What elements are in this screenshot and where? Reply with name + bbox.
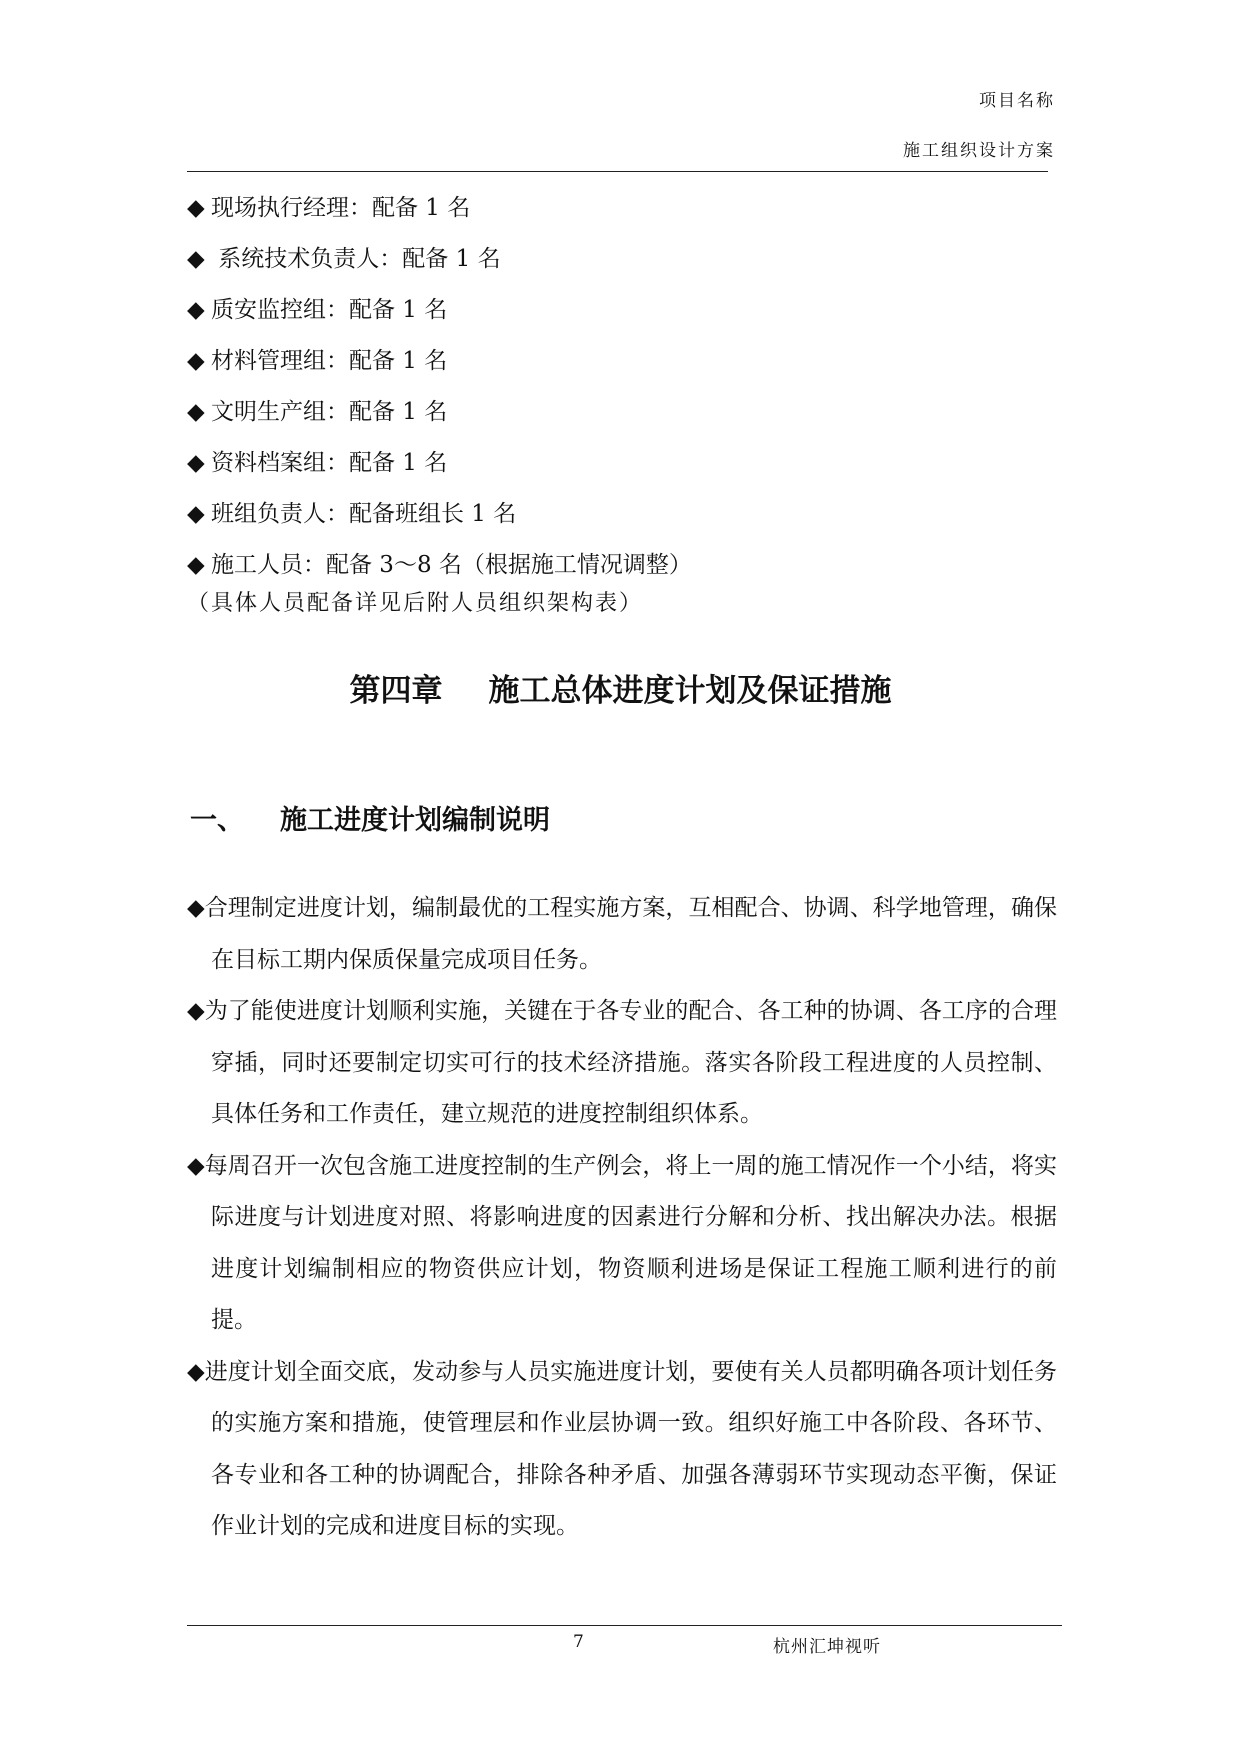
staff-item-text: 班组负责人：配备班组长 1 名 [211,501,517,527]
footer-divider [187,1625,1062,1626]
staff-item-text: 资料档案组：配备 1 名 [211,450,448,476]
header-doc-title: 施工组织设计方案 [903,141,1055,161]
paragraph-text: 进度计划全面交底，发动参与人员实施进度计划，要使有关人员都明确各项计划任务的实施方案和措施，使管理层和作业层协调一致。组织好施工中各阶段、各环节、各专业和各工种的协调配合，排除各种矛盾、加强各薄弱环节实现动态平衡，保证作业计划的完成和进度目标的实现。 [204,1358,1057,1539]
section-title: 施工进度计划编制说明 [280,805,550,836]
staff-item-text: 文明生产组：配备 1 名 [211,399,448,425]
section-number: 一、 [190,805,244,836]
diamond-bullet-icon: ◆ [187,450,205,476]
diamond-bullet-icon: ◆ [187,895,205,921]
diamond-bullet-icon: ◆ [187,297,205,323]
staff-item-text: 质安监控组：配备 1 名 [211,297,448,323]
bullet-paragraph [187,1347,1057,1553]
staff-note: （具体人员配备详见后附人员组织架构表） [187,591,644,616]
diamond-bullet-icon: ◆ [187,552,205,578]
diamond-bullet-icon: ◆ [187,195,205,221]
staff-item-text: 系统技术负责人：配备 1 名 [211,246,501,272]
section-heading [190,798,550,837]
bullet-paragraph [187,986,1057,1141]
staff-item-text: 现场执行经理：配备 1 名 [211,195,471,221]
body-paragraphs [187,883,1057,1553]
header-project-name: 项目名称 [979,91,1055,111]
staff-item [187,438,1067,489]
staff-item-text: 施工人员：配备 3～8 名（根据施工情况调整） [211,552,692,578]
bullet-paragraph [187,883,1057,986]
staff-item [187,285,1067,336]
staff-item [187,336,1067,387]
bullet-paragraph [187,1141,1057,1347]
paragraph-text: 为了能使进度计划顺利实施，关键在于各专业的配合、各工种的协调、各工序的合理穿插，同时还要制定切实可行的技术经济措施。落实各阶段工程进度的人员控制、具体任务和工作责任，建立规范的进度控制组织体系。 [204,998,1057,1127]
staff-item-text: 材料管理组：配备 1 名 [211,348,448,374]
page-number: 7 [573,1632,584,1652]
footer-company: 杭州汇坤视听 [773,1637,881,1657]
chapter-title: 施工总体进度计划及保证措施 [488,673,892,709]
paragraph-text: 每周召开一次包含施工进度控制的生产例会，将上一周的施工情况作一个小结，将实际进度与计划进度对照、将影响进度的因素进行分解和分析、找出解决办法。根据进度计划编制相应的物资供应计划，物资顺利进场是保证工程施工顺利进行的前提。 [204,1152,1057,1333]
chapter-heading [0,665,1241,710]
staff-list [187,183,1067,591]
chapter-number: 第四章 [349,673,443,709]
header-divider [187,171,1048,172]
diamond-bullet-icon: ◆ [187,1358,205,1385]
diamond-bullet-icon: ◆ [187,399,205,425]
diamond-bullet-icon: ◆ [187,246,205,272]
diamond-bullet-icon: ◆ [187,998,205,1024]
staff-item [187,234,1067,285]
diamond-bullet-icon: ◆ [187,1152,205,1179]
staff-item [187,387,1067,438]
diamond-bullet-icon: ◆ [187,348,205,374]
diamond-bullet-icon: ◆ [187,501,205,527]
staff-item [187,183,1067,234]
paragraph-text: 合理制定进度计划，编制最优的工程实施方案，互相配合、协调、科学地管理，确保在目标工期内保质保量完成项目任务。 [204,895,1057,973]
staff-item [187,540,1067,591]
staff-item [187,489,1067,540]
